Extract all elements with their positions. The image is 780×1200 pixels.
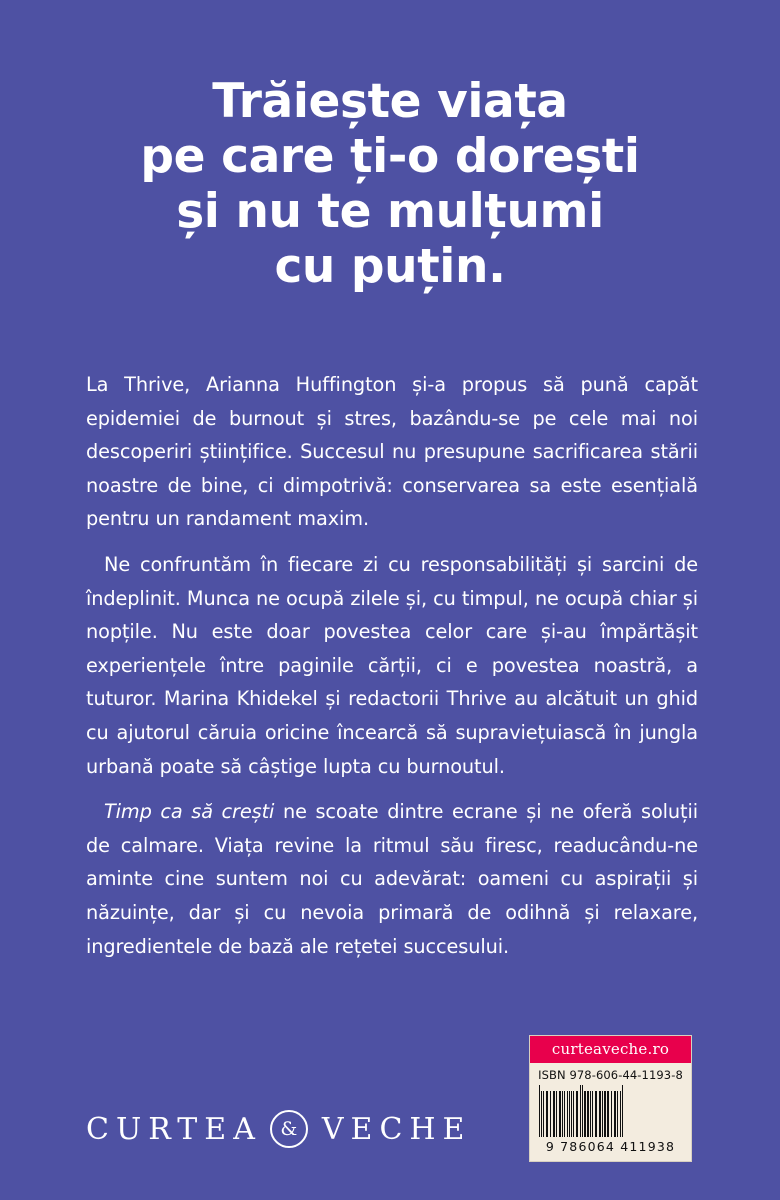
blurb-text [86,368,698,975]
barcode-digits: 9 786064 411938 [545,1139,676,1154]
isbn-number: ISBN 978-606-44-1193-8 [538,1068,683,1082]
publisher-word-left: CURTEA [86,1111,262,1147]
publisher-word-right: VECHE [321,1111,472,1147]
blurb-paragraph-3 [86,795,698,963]
headline-line-1: Trăiește viața [212,74,568,129]
blurb-paragraph-3-rest: ne scoate dintre ecrane și ne oferă soluții de calmare. Viața revine la ritmul său firesc, readucându-ne aminte cine suntem noi cu adevărat: oameni cu aspirații și năzuințe, dar și cu nevoia primară de odihnă și relaxare, ingredientele de bază ale rețetei succesului. [86,800,698,958]
headline [0,74,780,294]
headline-line-4: cu puțin. [274,239,506,294]
ampersand-glyph: & [280,1117,298,1140]
headline-line-3: și nu te mulțumi [176,184,604,239]
blurb-paragraph-2: Ne confruntăm în fiecare zi cu responsabilități și sarcini de îndeplinit. Munca ne ocupă zilele și, cu timpul, ne ocupă chiar și nopțile. Nu este doar povestea celor care și-au împărtășit experiențele între paginile cărții, ci e povestea noastră, a tuturor. Marina Khidekel și redactorii Thrive au alcătuit un ghid cu ajutorul căruia oricine încearcă să supraviețuiască în jungla urbană poate să câștige lupta cu burnoutul. [86,552,698,778]
ampersand-circle-icon [270,1110,308,1148]
blurb-paragraph-1: La Thrive, Arianna Huffington și-a propus să pună capăt epidemiei de burnout și stres, bazându-se pe cele mai noi descoperiri științifice. Succesul nu presupune sacrificarea stării noastre de bine, ci dimpotrivă: conservarea sa este esențială pentru un randament maxim. [86,373,698,531]
isbn-barcode-block [529,1035,692,1162]
publisher-logo [86,1110,471,1148]
publisher-website[interactable]: curteaveche.ro [530,1036,691,1063]
barcode-icon [539,1085,682,1137]
book-title-italic: Timp ca să crești [104,800,275,824]
headline-line-2: pe care ți-o dorești [140,129,640,184]
